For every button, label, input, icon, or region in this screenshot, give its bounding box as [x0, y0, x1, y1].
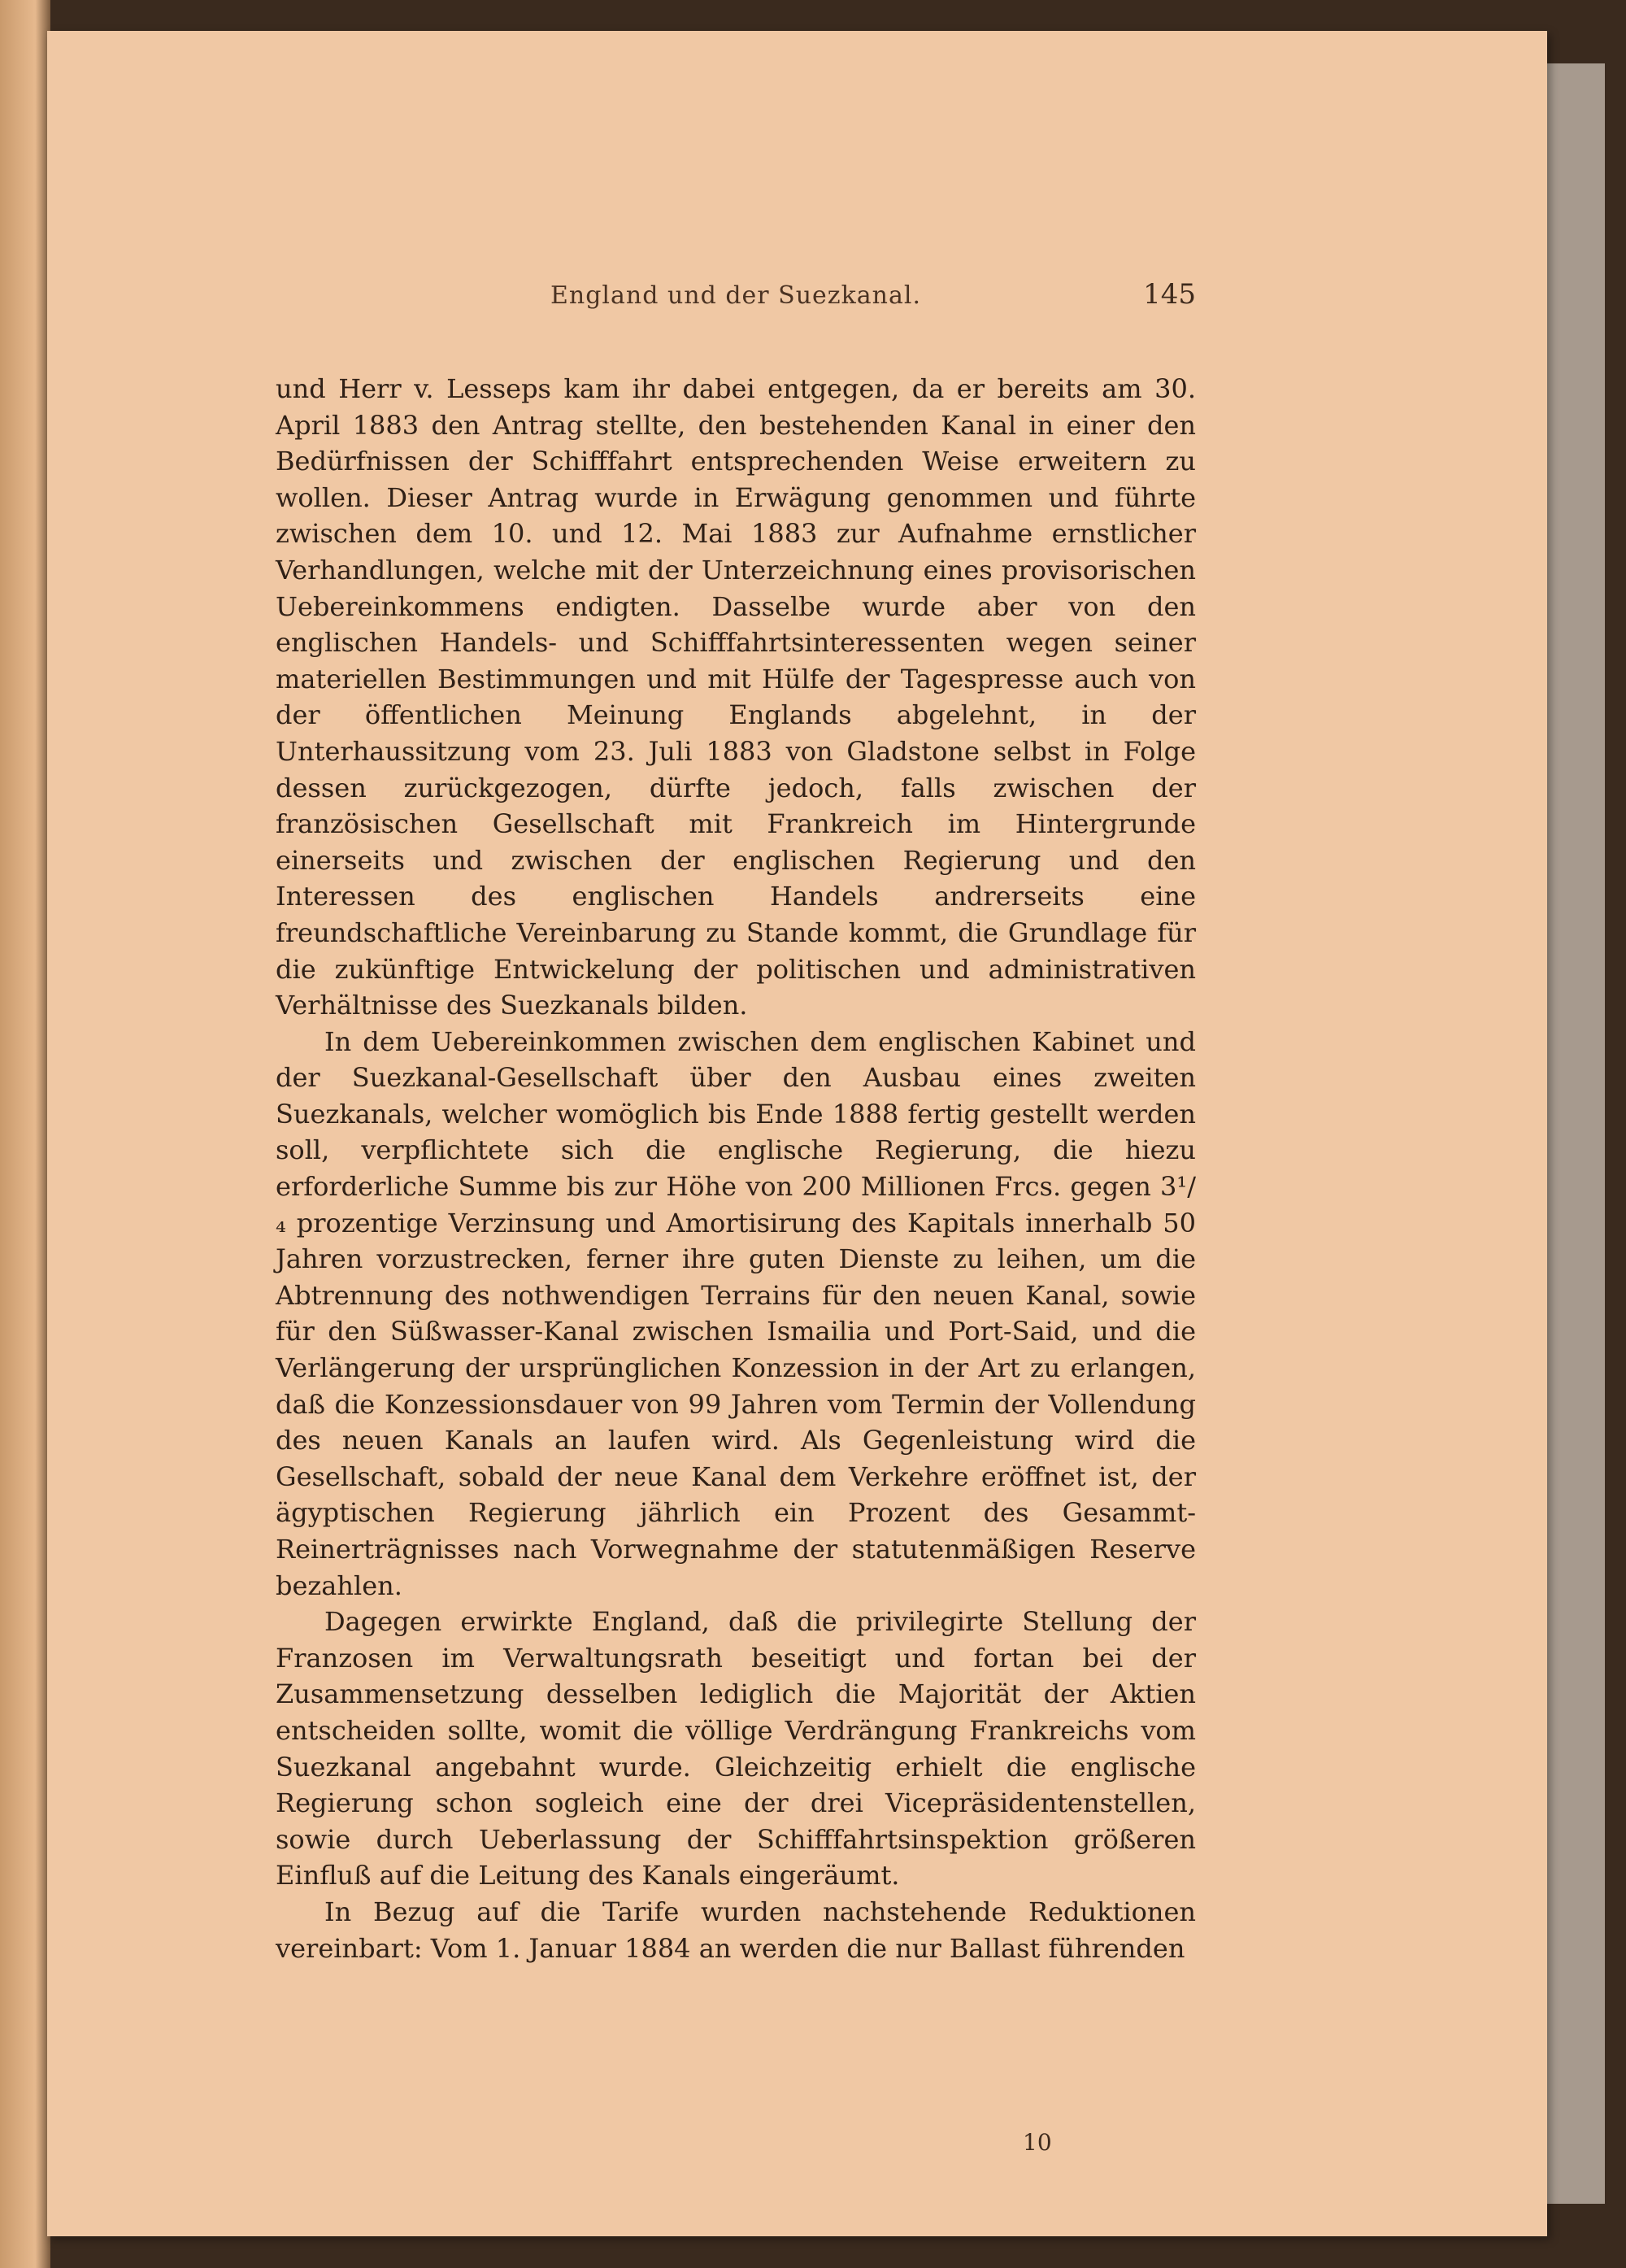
- paragraph-4: In Bezug auf die Tarife wurden nachstehende Reduktionen vereinbart: Vom 1. Januar 1884 an werden die nur Ballast führenden: [276, 1896, 1196, 1964]
- signature-mark: 10: [1023, 2129, 1052, 2156]
- page-header: [276, 276, 1196, 325]
- book-page: [47, 31, 1547, 2236]
- running-title: England und der Suezkanal.: [550, 281, 922, 310]
- paragraph-1: und Herr v. Lesseps kam ihr dabei entgegen, da er bereits am 30. April 1883 den Antrag stellte, den bestehenden Kanal in einer den Bedürfnissen der Schifffahrt entsprechenden Weise erweitern zu wollen. Dieser Antrag wurde in Erwägung genommen und führte zwischen dem 10. und 12. Mai 1883 zur Aufnahme ernstlicher Verhandlungen, welche mit der Unterzeichnung eines provisorischen Uebereinkommens endigten. Dasselbe wurde aber von den englischen Handels- und Schifffahrtsinteressenten wegen seiner materiellen Bestimmungen und mit Hülfe der Tagespresse auch von der öffentlichen Meinung Englands abgelehnt, in der Unterhaussitzung vom 23. Juli 1883 von Gladstone selbst in Folge dessen zurückgezogen, dürfte jedoch, falls zwischen der französischen Gesellschaft mit Frankreich im Hintergrunde einerseits und zwischen der englischen Regierung und den Interessen des englischen Handels andrerseits eine freundschaftliche Vereinbarung zu Stande kommt, die Grundlage für die zukünftige Entwickelung der politischen und administrativen Verhältnisse des Suezkanals bilden.: [276, 373, 1196, 1021]
- paragraph-2: In dem Uebereinkommen zwischen dem englischen Kabinet und der Suezkanal-Gesellschaft über den Ausbau eines zweiten Suezkanals, welcher womöglich bis Ende 1888 fertig gestellt werden soll, verpflichtete sich die englische Regierung, die hiezu erforderliche Summe bis zur Höhe von 200 Millionen Frcs. gegen 3¹/₄ prozentige Verzinsung und Amortisirung des Kapitals innerhalb 50 Jahren vorzustrecken, ferner ihre guten Dienste zu leihen, um die Abtrennung des nothwendigen Terrains für den neuen Kanal, sowie für den Süßwasser-Kanal zwischen Ismailia und Port-Said, und die Verlängerung der ursprünglichen Konzession in der Art zu erlangen, daß die Konzessionsdauer von 99 Jahren vom Termin der Vollendung des neuen Kanals an laufen wird. Als Gegenleistung wird die Gesellschaft, sobald der neue Kanal dem Verkehre eröffnet ist, der ägyptischen Regierung jährlich ein Prozent des Gesammt-Reinerträgnisses nach Vorwegnahme der statutenmäßigen Reserve bezahlen.: [276, 1025, 1196, 1601]
- facing-page-edge: [0, 0, 50, 2268]
- paragraph-3: Dagegen erwirkte England, daß die privilegirte Stellung der Franzosen im Verwaltungsrath beseitigt und fortan bei der Zusammensetzung desselben lediglich die Majorität der Aktien entscheiden sollte, womit die völlige Verdrängung Frankreichs vom Suezkanal angebahnt wurde. Gleichzeitig erhielt die englische Regierung schon sogleich eine der drei Vicepräsidentenstellen, sowie durch Ueberlassung der Schifffahrtsinspektion größeren Einfluß auf die Leitung des Kanals eingeräumt.: [276, 1606, 1196, 1891]
- page-number: 145: [1143, 278, 1196, 311]
- body-text: [276, 371, 1196, 1966]
